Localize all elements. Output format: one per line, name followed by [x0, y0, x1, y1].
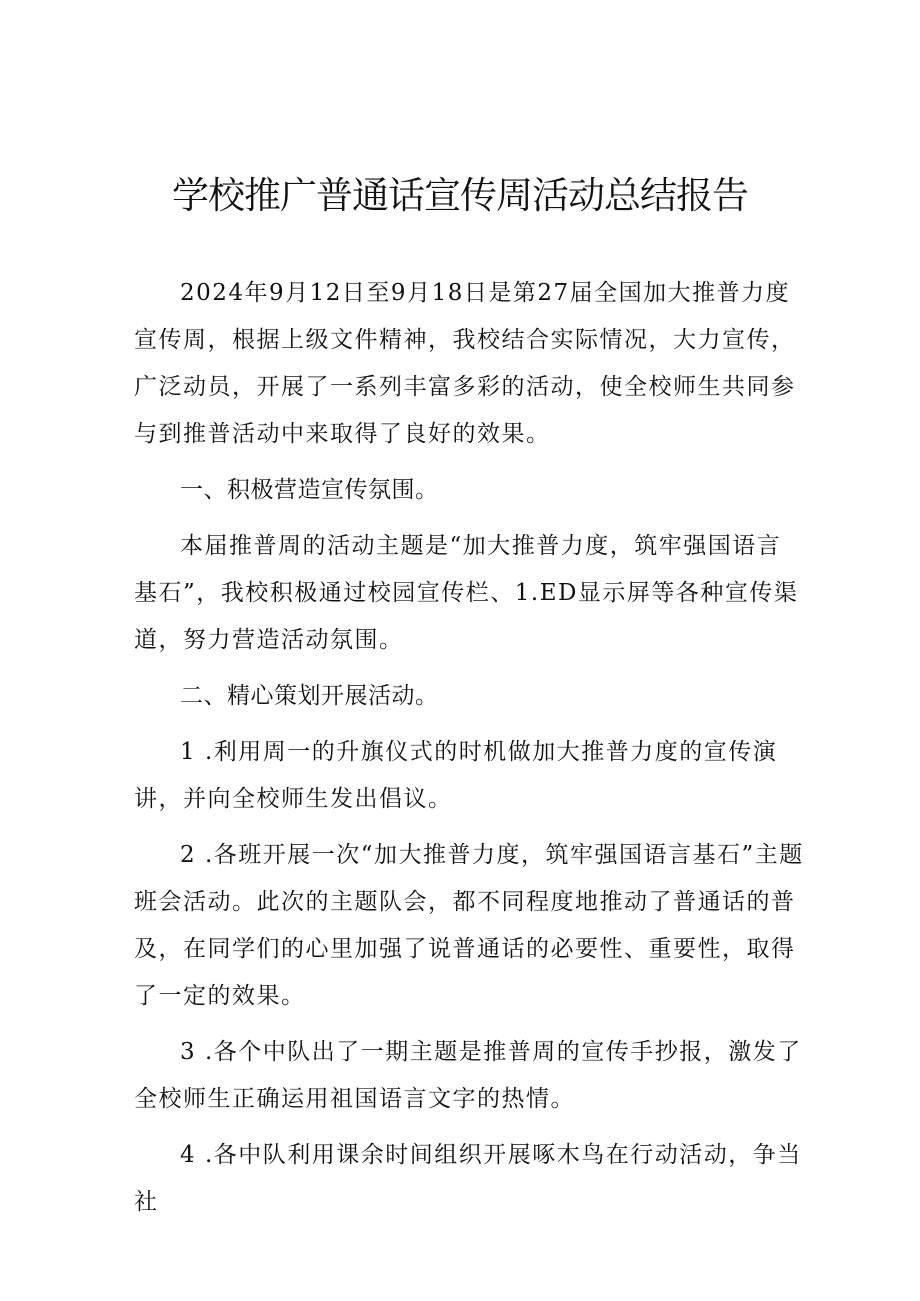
activity-item-1: 1 .利用周一的升旗仪式的时机做加大推普力度的宣传演讲，并向全校师生发出倡议。	[134, 739, 778, 812]
intro-paragraph: 2024年9月12日至9月18日是第27届全国加大推普力度宣传周，根据上级文件精神，我校结合实际情况，大力宣传，广泛动员，开展了一系列丰富多彩的活动，使全校师生共同参与到推普活动中来取得了良好的效果。	[134, 280, 796, 447]
section-1-paragraph: 本届推普周的活动主题是“加大推普力度，筑牢强国语言基石”，我校积极通过校园宣传栏、1.ED显示屏等各种宣传渠道，努力营造活动氛围。	[134, 533, 799, 653]
activity-item-2: 2 .各班开展一次“加大推普力度，筑牢强国语言基石”主题班会活动。此次的主题队会，都不同程度地推动了普通话的普及，在同学们的心里加强了说普通话的必要性、重要性，取得了一定的效果。	[134, 842, 804, 1009]
document-title: 学校推广普通话宣传周活动总结报告	[172, 174, 748, 217]
document-body	[134, 270, 804, 1235]
activity-item-3: 3 .各个中队出了一期主题是推普周的宣传手抄报，激发了全校师生正确运用祖国语言文字的热情。	[134, 1039, 802, 1112]
section-heading-2: 二、精心策划开展活动。	[180, 683, 439, 709]
section-heading-1: 一、积极营造宣传氛围。	[180, 477, 439, 503]
activity-item-4: 4 .各中队利用课余时间组织开展啄木鸟在行动活动，争当社	[134, 1142, 802, 1215]
